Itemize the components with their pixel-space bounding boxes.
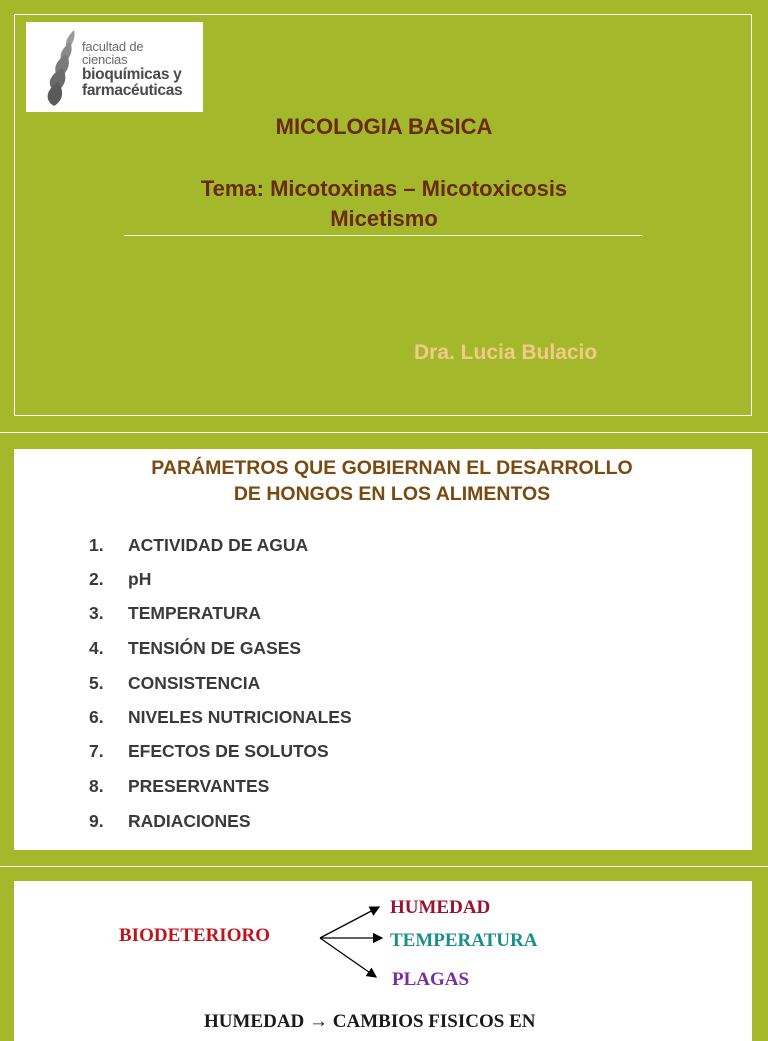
leaf-logo-icon xyxy=(44,28,84,108)
list-item-number: 5. xyxy=(89,673,104,693)
topic-line-2: Micetismo xyxy=(330,206,438,231)
list-item-label: TEMPERATURA xyxy=(128,603,261,623)
logo-wordmark xyxy=(82,40,182,98)
slide-separator xyxy=(0,866,768,867)
list-item-label: ACTIVIDAD DE AGUA xyxy=(128,535,309,555)
list-item-number: 1. xyxy=(89,535,104,555)
plagas-label: PLAGAS xyxy=(392,969,470,990)
list-item-label: PRESERVANTES xyxy=(128,776,270,796)
heading-line-1: PARÁMETROS QUE GOBIERNAN EL DESARROLLO xyxy=(151,457,633,479)
list-item-number: 8. xyxy=(89,776,104,796)
logo-line-1: facultad de xyxy=(82,39,144,54)
parameters-heading xyxy=(0,455,768,507)
heading-line-2: DE HONGOS EN LOS ALIMENTOS xyxy=(233,483,551,505)
clipped-caption: HUMEDAD → CAMBIOS FISICOS EN xyxy=(204,1011,536,1032)
temperatura-label: TEMPERATURA xyxy=(390,930,538,951)
list-item-label: RADIACIONES xyxy=(128,811,251,831)
list-item-number: 4. xyxy=(89,638,104,658)
logo-line-3: bioquímicas y xyxy=(82,66,182,83)
list-item-number: 9. xyxy=(89,811,104,831)
title-divider xyxy=(124,235,642,236)
logo-line-2: ciencias xyxy=(82,52,128,67)
arrow-to-plagas xyxy=(320,938,376,977)
logo-line-4: farmacéuticas xyxy=(82,81,183,99)
list-item-label: TENSIÓN DE GASES xyxy=(128,638,302,658)
list-item-label: NIVELES NUTRICIONALES xyxy=(128,707,352,727)
author-name: Dra. Lucia Bulacio xyxy=(414,341,598,364)
biodeterioro-label: BIODETERIORO xyxy=(119,925,270,946)
biodeterioration-slide xyxy=(14,881,752,1041)
parameters-slide xyxy=(14,449,752,850)
topic-line-1: Tema: Micotoxinas – Micotoxicosis xyxy=(200,176,568,201)
course-title: MICOLOGIA BASICA xyxy=(275,114,493,139)
arrow-to-humedad xyxy=(320,907,379,938)
list-item-number: 7. xyxy=(89,741,104,761)
faculty-logo xyxy=(26,22,203,112)
humedad-label: HUMEDAD xyxy=(390,897,491,918)
list-item-label: EFECTOS DE SOLUTOS xyxy=(128,741,329,761)
list-item-label: CONSISTENCIA xyxy=(128,673,261,693)
list-item-number: 6. xyxy=(89,707,104,727)
list-item-number: 3. xyxy=(89,603,104,623)
slide-separator xyxy=(0,432,768,433)
list-item-number: 2. xyxy=(89,569,104,589)
list-item-label: pH xyxy=(128,569,152,589)
